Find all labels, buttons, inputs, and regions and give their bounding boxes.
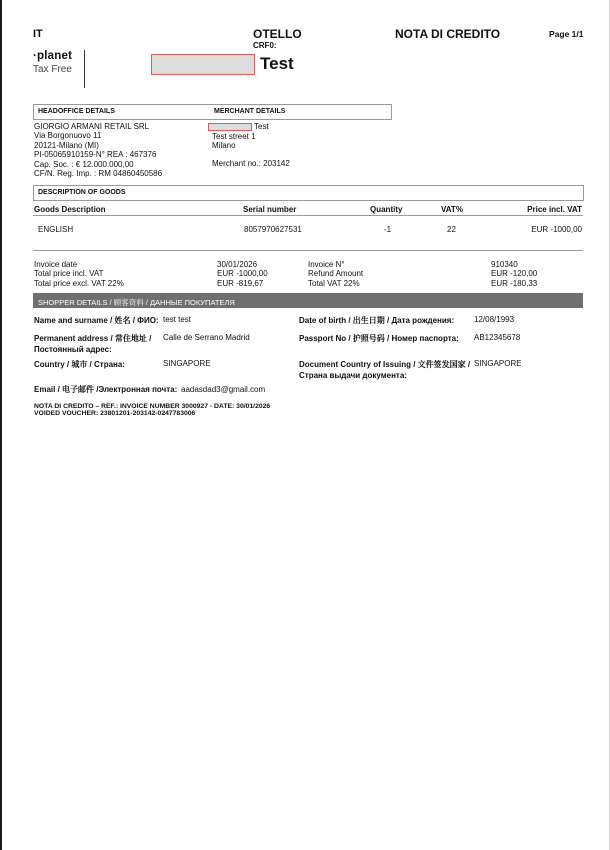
left-page-edge	[0, 0, 2, 850]
goods-bottom-rule	[33, 250, 583, 251]
doc-country-value: SINGAPORE	[474, 359, 522, 368]
invoice-values-left: 30/01/2026 EUR -1000,00 EUR -819,67	[217, 260, 268, 288]
passport-value: AB12345678	[474, 333, 521, 342]
shopper-name-label: Name and surname / 姓名 / ФИО:	[34, 316, 159, 325]
col-goods-description: Goods Description	[34, 205, 106, 214]
headoffice-title: HEADOFFICE DETAILS	[38, 108, 115, 115]
logo-divider	[84, 50, 85, 88]
col-vat: VAT%	[441, 205, 463, 214]
invoice-labels-right: Invoice N° Refund Amount Total VAT 22%	[308, 260, 364, 288]
shopper-details-bar	[33, 293, 583, 308]
goods-row-price: EUR -1000,00	[531, 225, 582, 234]
col-quantity: Quantity	[370, 205, 403, 214]
goods-row-serial: 8057970627531	[244, 225, 302, 234]
email-value: aadasdad3@gmail.com	[181, 385, 266, 394]
country-value: SINGAPORE	[163, 359, 211, 368]
credit-note-reference: NOTA DI CREDITO – REF.: INVOICE NUMBER 3000927 - DATE: 30/01/2026	[34, 403, 271, 410]
invoice-labels-left: Invoice date Total price incl. VAT Total price excl. VAT 22%	[34, 260, 124, 288]
country-label: Country / 城市 / Страна:	[34, 360, 125, 369]
logo-planet-text	[33, 50, 72, 62]
country-code: IT	[33, 28, 43, 40]
headoffice-address: GIORGIO ARMANI RETAIL SRL Via Borgonuovo 11 20121-Milano (MI) PI-05065910159-N° REA : 467376 Cap. Soc. : € 12.000.000,00 CF/N. Reg. Imp. : RM 04860450586	[34, 122, 163, 179]
merchant-number: Merchant no.: 203142	[212, 159, 290, 168]
dob-label: Date of birth / 出生日期 / Дата рождения:	[299, 316, 455, 325]
merchant-title: MERCHANT DETAILS	[214, 108, 286, 115]
shopper-name-value: test test	[163, 315, 192, 324]
logo-taxfree-text: Tax Free	[33, 64, 72, 75]
logo-mark: ·	[33, 50, 38, 62]
email-label: Email / 电子邮件 /Электронная почта:	[34, 385, 178, 394]
passport-label: Passport No / 护照号码 / Номер паспорта:	[299, 334, 459, 343]
page-number: Page 1/1	[549, 29, 584, 39]
goods-section-title: DESCRIPTION OF GOODS	[38, 189, 126, 196]
redacted-merchant-name	[208, 123, 252, 131]
logo-planet-word: planet	[37, 50, 73, 62]
dob-value: 12/08/1993	[474, 315, 515, 324]
col-price: Price incl. VAT	[527, 205, 582, 214]
address-value: Calle de Serrano Madrid	[163, 333, 250, 342]
goods-row-quantity: -1	[384, 225, 392, 234]
voided-voucher: VOIDED VOUCHER: 23801201-203142-0247783006	[34, 410, 196, 417]
doc-country-label: Document Country of Issuing / 文件签发国家 / Страна выдачи документа:	[299, 360, 471, 380]
col-serial-number: Serial number	[243, 205, 297, 214]
document-type: NOTA DI CREDITO	[395, 27, 501, 41]
goods-row-description: ENGLISH	[38, 225, 74, 234]
goods-header-rule	[33, 215, 583, 216]
goods-row-vat: 22	[447, 225, 456, 234]
crf-label: CRF0:	[253, 41, 277, 50]
shopper-details-title: SHOPPER DETAILS / 顾客资料 / ДАННЫЕ ПОКУПАТЕЛЯ	[38, 298, 235, 307]
merchant-name: Test	[254, 122, 269, 131]
redacted-barcode	[151, 54, 255, 75]
store-name: OTELLO	[253, 27, 302, 41]
merchant-address: Test street 1 Milano	[212, 131, 256, 150]
invoice-values-right: 910340 EUR -120,00 EUR -180,33	[491, 260, 538, 288]
planet-logo	[33, 50, 72, 75]
address-label: Permanent address / 常住地址 / Постоянный адрес:	[34, 334, 152, 354]
document-title: Test	[260, 54, 294, 73]
